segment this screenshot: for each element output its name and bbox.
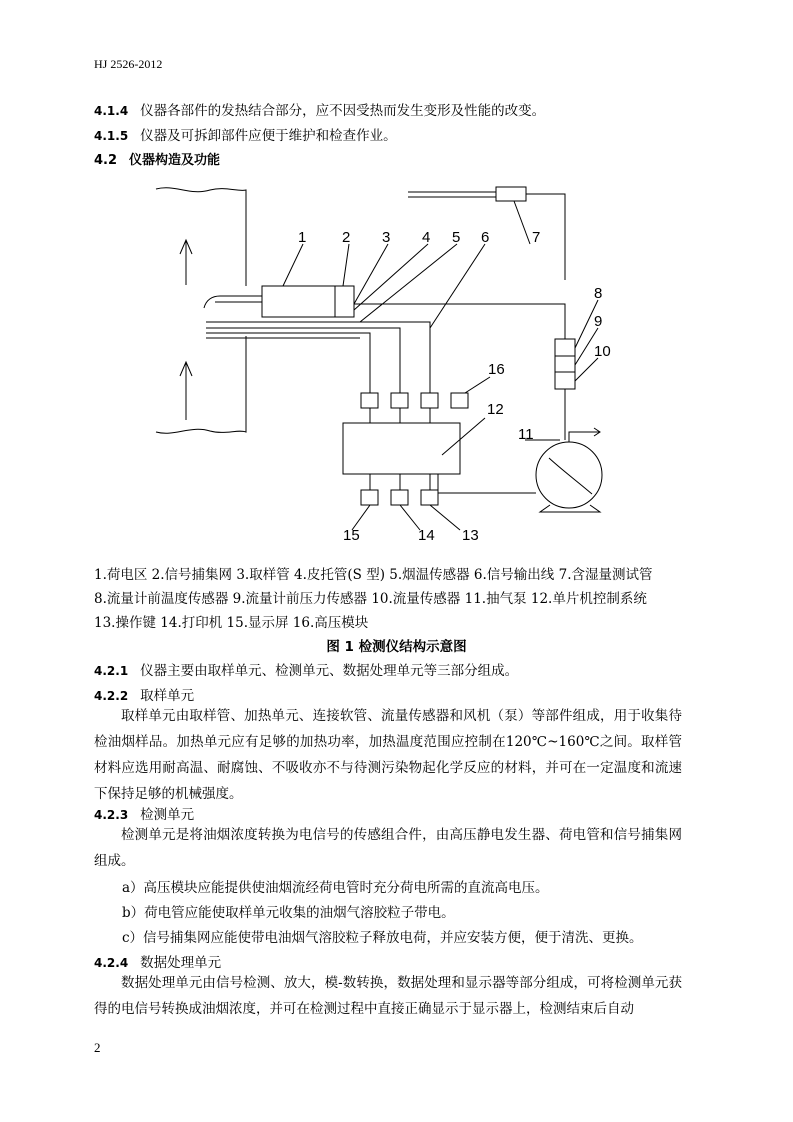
instrument-structure-diagram (0, 0, 793, 560)
probe-bundle-lines (206, 322, 366, 338)
section-number: 4.2.1 (94, 664, 129, 678)
clause-text: 仪器及可拆卸部件应便于维护和检查作业。 (140, 128, 397, 144)
figure-legend-line-2: 8.流量计前温度传感器 9.流量计前压力传感器 10.流量传感器 11.抽气泵 12.单片机控制系统 (94, 591, 647, 607)
diagram-label-15: 15 (343, 527, 360, 544)
flow-arrow-upper (180, 240, 192, 285)
printer-box (391, 490, 408, 505)
section-4-2-2-paragraph: 取样单元由取样管、加热单元、连接软管、流量传感器和风机（泵）等部件组成，用于收集待检油烟样品。加热单元应有足够的加热功率，加热温度范围应控制在120℃~160℃之间。取样管材料应选用耐高温、耐腐蚀、不吸收亦不与待测污染物起化学反应的材料，并可在一定温度和流速下保持足够的机械强度。 (94, 708, 682, 802)
keypad-box (421, 490, 438, 505)
diagram-label-1: 1 (298, 229, 307, 246)
sampling-nozzle (204, 296, 262, 308)
section-4-2-4-heading (94, 951, 221, 971)
figure-caption: 图 1 检测仪结构示意图 (326, 639, 467, 655)
display-box (361, 490, 378, 505)
sensor-box-a (361, 393, 378, 408)
sensor-box-c (421, 393, 438, 408)
section-title: 检测单元 (140, 807, 195, 823)
section-number: 4.2.4 (94, 956, 129, 970)
diagram-label-8: 8 (594, 285, 603, 302)
diagram-label-13: 13 (462, 527, 479, 544)
figure-legend-line-3: 13.操作键 14.打印机 15.显示屏 16.高压模块 (94, 615, 369, 631)
diagram-label-4: 4 (422, 229, 431, 246)
diagram-label-14: 14 (418, 527, 435, 544)
diagram-label-9: 9 (594, 313, 603, 330)
list-item-b: b）荷电管应能使取样单元收集的油烟气溶胶粒子带电。 (122, 905, 455, 921)
diagram-label-5: 5 (452, 229, 461, 246)
section-title: 仪器构造及功能 (129, 153, 221, 168)
section-4-2-3-heading (94, 803, 194, 823)
list-item-c: c）信号捕集网应能使带电油烟气溶胶粒子释放电荷，并应安装方便，便于清洗、更换。 (122, 930, 643, 946)
section-number: 4.2.3 (94, 808, 129, 822)
diagram-label-16: 16 (488, 361, 505, 378)
mcu-control-box (343, 423, 460, 474)
section-number: 4.2 (94, 153, 118, 168)
section-4-2-3-paragraph: 检测单元是将油烟浓度转换为电信号的传感组合件，由高压静电发生器、荷电管和信号捕集网组成。 (94, 827, 682, 869)
flow-arrow-lower (180, 362, 192, 420)
section-4-2-4-paragraph: 数据处理单元由信号检测、放大，模-数转换，数据处理和显示器等部分组成，可将检测单元获得的电信号转换成油烟浓度，并可在检测过程中直接正确显示于显示器上，检测结束后自动 (94, 975, 682, 1017)
diagram-label-11: 11 (518, 426, 534, 443)
sensor-box-b (391, 393, 408, 408)
section-4-2-2-heading (94, 684, 194, 704)
section-text: 仪器主要由取样单元、检测单元、数据处理单元等三部分组成。 (140, 663, 519, 679)
signal-collector-box (335, 286, 354, 317)
document-header: HJ 2526-2012 (94, 57, 163, 71)
list-item-a: a）高压模块应能提供使油烟流经荷电管时充分荷电所需的直流高电压。 (122, 880, 549, 896)
diagram-label-7: 7 (532, 229, 541, 246)
diagram-label-2: 2 (342, 229, 351, 246)
clause-number: 4.1.5 (94, 129, 129, 143)
moisture-test-tube (496, 187, 526, 201)
flow-sensor-stack (555, 339, 575, 389)
duct-top-boundary (156, 188, 246, 286)
charging-zone-box (262, 286, 335, 317)
diagram-label-10: 10 (594, 343, 611, 360)
section-title: 数据处理单元 (140, 955, 222, 971)
clause-text: 仪器各部件的发热结合部分，应不因受热而发生变形及性能的改变。 (140, 103, 546, 119)
section-number: 4.2.2 (94, 689, 129, 703)
diagram-label-12: 12 (487, 401, 504, 418)
clause-number: 4.1.4 (94, 104, 129, 118)
diagram-label-3: 3 (382, 229, 391, 246)
duct-bottom-boundary (156, 336, 246, 433)
section-4-2-1 (94, 659, 518, 679)
diagram-label-6: 6 (481, 229, 490, 246)
figure-legend-line-1: 1.荷电区 2.信号捕集网 3.取样管 4.皮托管(S 型) 5.烟温传感器 6.信号输出线 7.含湿量测试管 (94, 567, 653, 583)
section-title: 取样单元 (140, 688, 195, 704)
page-number: 2 (94, 1040, 101, 1055)
high-voltage-module-box (451, 393, 468, 408)
